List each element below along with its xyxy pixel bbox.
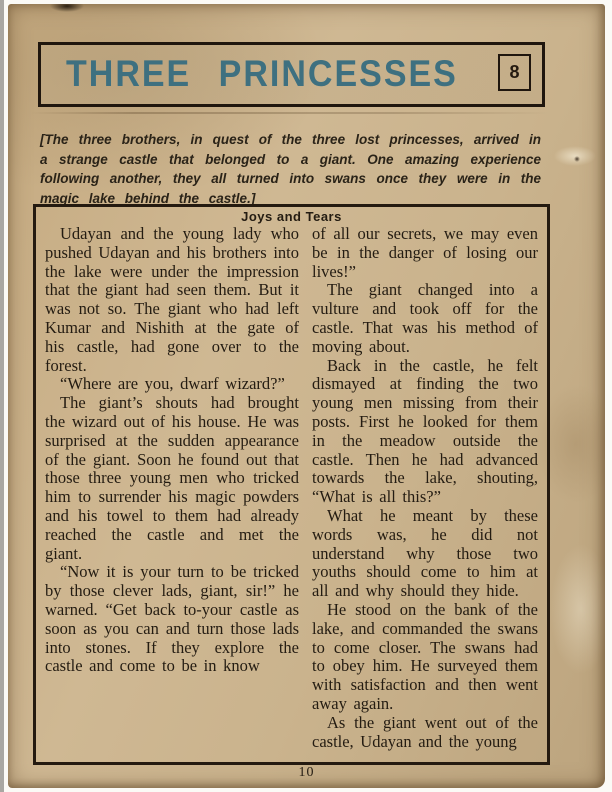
footer-page-number: 10 (298, 765, 315, 780)
paper (8, 4, 605, 788)
page-title: THREE PRINCESSES (66, 53, 458, 95)
paragraph: As the giant went out of the castle, Udayan and the young (312, 712, 538, 751)
paragraph: “Where are you, dwarf wizard?” (60, 374, 285, 394)
story-heading: Joys and Tears (241, 209, 342, 224)
story-columns (45, 225, 538, 751)
paragraph: “Now it is your turn to be tricked by those clever lads, giant, sir!” he warned. “Get back to-your castle as soon as you can and turn those lads into stones. If they explore the castle and come to be in know (45, 562, 299, 676)
story-column-left (45, 225, 299, 751)
paragraph: What he meant by these words was, he did not understand why those two youths should come to him at all and why should they hide. (312, 505, 538, 601)
paragraph: He stood on the bank of the lake, and commanded the swans to come closer. The swans had to obey him. He surveyed them with satisfaction and then went away again. (312, 599, 538, 713)
scan-edge (0, 0, 4, 792)
paragraph: Back in the castle, he felt dismayed at finding the two young men missing from their posts. First he looked for them in the meadow outside the castle. Then he had advanced towards the lake, shouting, “What is all this?” (312, 355, 538, 507)
paragraph: of all our secrets, we may even be in the danger of losing our lives!” (312, 224, 538, 281)
paragraph: The giant’s shouts had brought the wizard out of his house. He was surprised at the sudden appearance of the giant. Soon he found out that those three young men who tricked him to surrender his magic powders and his towel to them had already reached the castle and met the giant. (45, 393, 299, 563)
chapter-number-badge: 8 (498, 54, 531, 91)
title-banner (38, 42, 545, 107)
intro-note: [The three brothers, in quest of the three lost princesses, arrived in a strange castle that belonged to a giant. One amazing experience following another, they all turned into swans once they were in the magic lake behind the castle.] (40, 132, 541, 206)
story-column-right (312, 225, 538, 751)
paragraph: Udayan and the young lady who pushed Udayan and his brothers into the lake were under the impression that the giant had seen them. But it was not so. The giant who had left Kumar and Nishith at the gate of his castle, had gone over to the forest. (45, 224, 299, 375)
story-box (33, 204, 550, 765)
paragraph: The giant changed into a vulture and took off for the castle. That was his method of moving about. (312, 280, 538, 356)
